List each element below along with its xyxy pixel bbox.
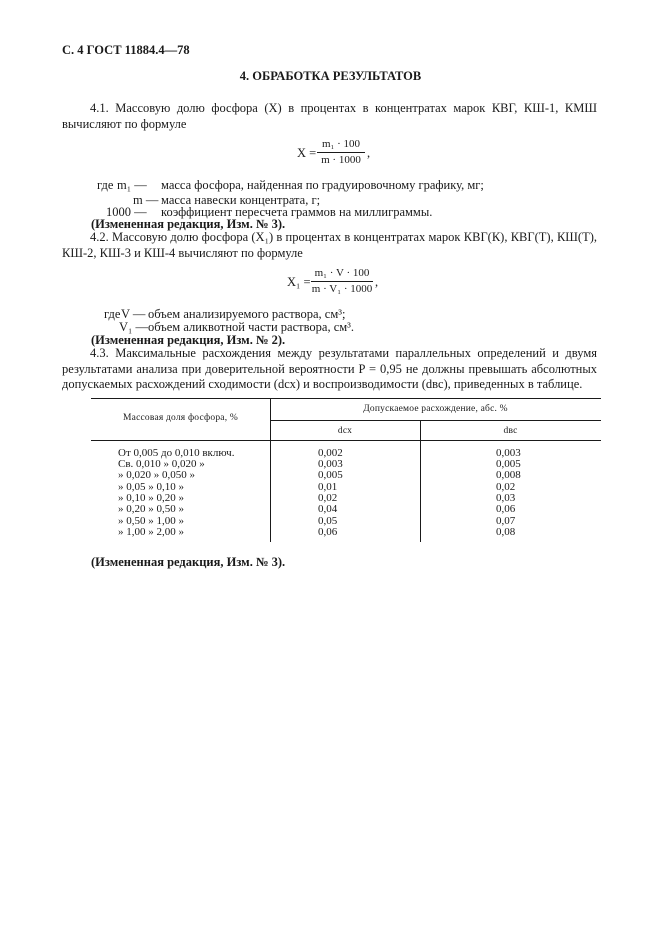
where-1-sym-1000: 1000 — — [106, 205, 147, 219]
paragraph-4-3 — [62, 346, 597, 393]
table-row-dsx: 0,005 — [318, 469, 343, 481]
paragraph-4-1 — [62, 101, 597, 132]
paragraph-4-2-line-2: КШ-2, КШ-3 и КШ-4 вычисляют по формуле — [62, 245, 303, 260]
where-2-text-v1: объем аликвотной части раствора, см³. — [148, 320, 355, 334]
table-row-dvs: 0,008 — [496, 469, 521, 481]
where-2-lead: где — [104, 307, 121, 321]
paragraph-4-1-line-2: вычисляют по формуле — [62, 116, 187, 131]
table-row-dvs: 0,005 — [496, 458, 521, 470]
table-row-dsx: 0,01 — [318, 481, 338, 493]
table-row-range: От 0,005 до 0,010 включ. — [118, 447, 235, 459]
formula-2-numerator: m₁ · V · 100 — [314, 267, 370, 279]
table-row-range: » 0,50 » 1,00 » — [118, 515, 184, 527]
table-row-dsx: 0,06 — [318, 526, 338, 538]
table-row-dvs: 0,07 — [496, 515, 516, 527]
where-1-sym-m: m — — [133, 193, 159, 207]
where-1-lead: где — [97, 178, 114, 192]
table-row-range: » 0,10 » 0,20 » — [118, 492, 184, 504]
page-header: С. 4 ГОСТ 11884.4—78 — [62, 43, 190, 57]
formula-1-numerator: m₁ · 100 — [321, 138, 361, 150]
edit-note-3a: (Измененная редакция, Изм. № 3). — [91, 217, 286, 231]
table-vertical-rule-1 — [270, 398, 271, 542]
formula-2-comma: , — [375, 275, 379, 289]
where-1-text-m: масса навески концентрата, г; — [161, 193, 321, 207]
section-title: 4. ОБРАБОТКА РЕЗУЛЬТАТОВ — [239, 69, 422, 83]
table-row-range: » 0,05 » 0,10 » — [118, 481, 184, 493]
table-col2-header: dсх — [337, 426, 353, 436]
table-row-dsx: 0,05 — [318, 515, 338, 527]
where-2-text-v: объем анализируемого раствора, см³; — [148, 307, 346, 321]
table-row-dsx: 0,04 — [318, 503, 338, 515]
edit-note-3b: (Измененная редакция, Изм. № 3). — [91, 555, 286, 569]
formula-2 — [287, 266, 397, 296]
table-col1-header: Массовая доля фосфора, % — [123, 413, 238, 423]
formula-1-comma: , — [367, 146, 371, 160]
formula-2-lhs: X₁ = — [287, 275, 311, 289]
formula-2-denominator: m · V₁ · 1000 — [311, 283, 373, 295]
paragraph-4-2-line-1: 4.2. Массовую долю фосфора (X₁) в процентах в концентратах марок КВГ(К), КВГ(Т), КШ(Т), — [90, 230, 597, 244]
formula-1-lhs: X = — [297, 146, 317, 160]
paragraph-4-3-line-1: 4.3. Максимальные расхождения между результатами параллельных определений и двумя — [90, 346, 597, 360]
formula-2-fraction-bar — [311, 281, 373, 282]
table-row-dsx: 0,002 — [318, 447, 343, 459]
formula-1-fraction-bar — [317, 152, 365, 153]
table-subheader-rule — [270, 420, 601, 421]
table-row-dsx: 0,003 — [318, 458, 343, 470]
table-top-rule — [91, 398, 601, 399]
paragraph-4-1-line-1: 4.1. Массовую долю фосфора (X) в процентах в концентратах марок КВГ, КШ-1, КМШ — [90, 101, 597, 115]
table-row-dvs: 0,02 — [496, 481, 516, 493]
edit-note-2: (Измененная редакция, Изм. № 2). — [91, 333, 286, 347]
formula-1-denominator: m · 1000 — [321, 154, 361, 166]
table-row-range: Св. 0,010 » 0,020 » — [118, 458, 205, 470]
paragraph-4-3-line-3: допускаемых расхождений сходимости (dсх) и воспроизводимости (dвс), приведенных в таблице. — [62, 377, 583, 391]
table-col3-header: dвс — [503, 426, 518, 436]
table-row-dvs: 0,03 — [496, 492, 516, 504]
paragraph-4-3-line-2: результатами анализа при доверительной вероятности P = 0,95 не должны превышать абсолютных — [62, 361, 597, 376]
where-1-text-1000: коэффициент пересчета граммов на миллиграммы. — [161, 205, 433, 219]
table-vertical-rule-2 — [420, 420, 421, 542]
table-group-header: Допускаемое расхождение, абс. % — [363, 404, 508, 414]
table-row-dvs: 0,06 — [496, 503, 516, 515]
where-2-sym-v1: V₁ — — [119, 320, 149, 334]
table-header-bottom-rule — [91, 440, 601, 441]
table-row-dvs: 0,003 — [496, 447, 521, 459]
paragraph-4-2 — [62, 230, 597, 261]
where-1-text-m1: масса фосфора, найденная по градуировочному графику, мг; — [161, 178, 484, 192]
table-row-range: » 0,020 » 0,050 » — [118, 469, 195, 481]
where-1-sym-m1: m₁ — — [117, 178, 147, 192]
table-row-range: » 0,20 » 0,50 » — [118, 503, 184, 515]
table-row-dvs: 0,08 — [496, 526, 516, 538]
table-row-range: » 1,00 » 2,00 » — [118, 526, 184, 538]
formula-1 — [297, 138, 377, 168]
table-row-dsx: 0,02 — [318, 492, 338, 504]
where-2-sym-v: V — — [121, 307, 146, 321]
